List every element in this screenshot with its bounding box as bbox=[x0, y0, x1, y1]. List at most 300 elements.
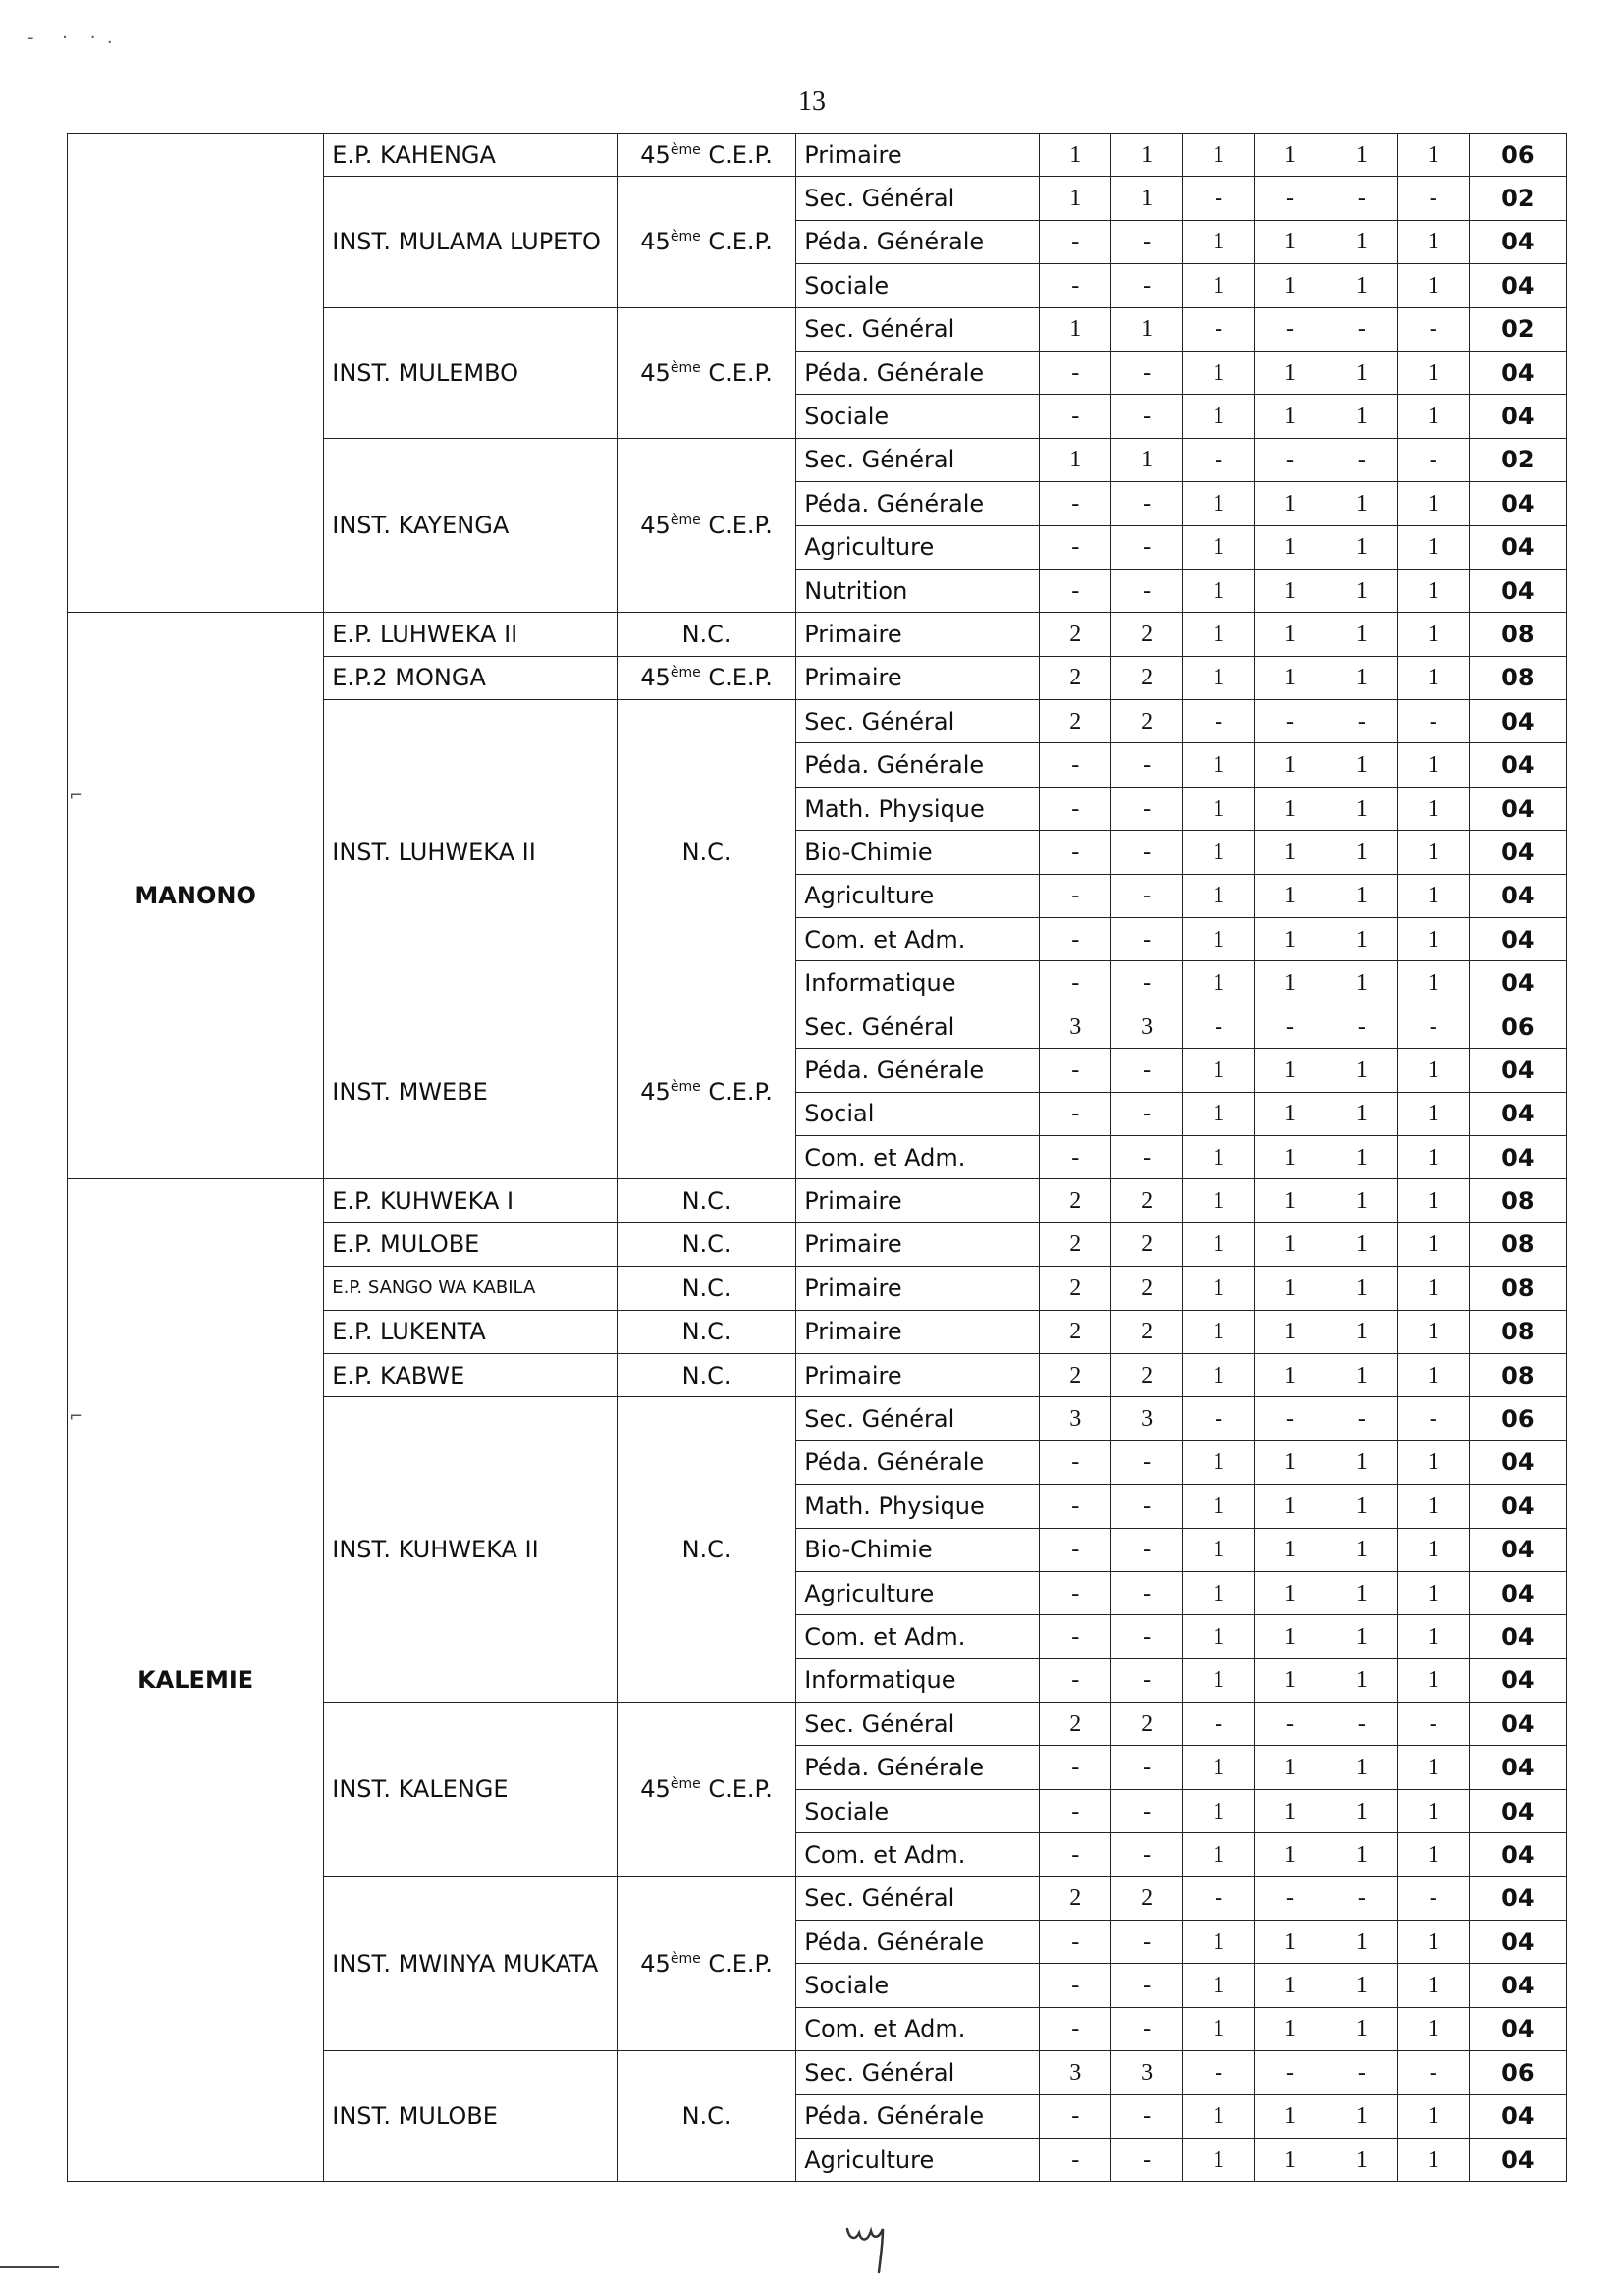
value-cell: - bbox=[1111, 1571, 1183, 1614]
option-cell: Primaire bbox=[796, 1267, 1040, 1310]
school-name: E.P. KABWE bbox=[324, 1353, 618, 1396]
total-cell: 04 bbox=[1469, 1964, 1566, 2007]
total-cell: 04 bbox=[1469, 1528, 1566, 1571]
value-cell: 1 bbox=[1255, 918, 1326, 961]
value-cell: 1 bbox=[1326, 2138, 1397, 2181]
value-cell: 1 bbox=[1397, 351, 1469, 394]
option-cell: Sociale bbox=[796, 264, 1040, 307]
value-cell: 1 bbox=[1397, 1746, 1469, 1789]
value-cell: 1 bbox=[1255, 1485, 1326, 1528]
school-name: INST. MULOBE bbox=[324, 2051, 618, 2182]
total-cell: 04 bbox=[1469, 1485, 1566, 1528]
value-cell: 1 bbox=[1397, 831, 1469, 874]
value-cell: 1 bbox=[1397, 1092, 1469, 1135]
value-cell: 1 bbox=[1111, 438, 1183, 481]
value-cell: 1 bbox=[1326, 351, 1397, 394]
total-cell: 04 bbox=[1469, 1658, 1566, 1702]
value-cell: 2 bbox=[1111, 613, 1183, 656]
value-cell: - bbox=[1255, 307, 1326, 351]
value-cell: - bbox=[1040, 351, 1111, 394]
value-cell: 1 bbox=[1183, 1179, 1255, 1222]
option-cell: Sec. Général bbox=[796, 177, 1040, 220]
value-cell: 1 bbox=[1397, 1615, 1469, 1658]
value-cell: 1 bbox=[1397, 264, 1469, 307]
school-name: INST. MWEBE bbox=[324, 1005, 618, 1179]
total-cell: 04 bbox=[1469, 743, 1566, 787]
value-cell: - bbox=[1111, 1833, 1183, 1876]
value-cell: - bbox=[1111, 743, 1183, 787]
value-cell: - bbox=[1111, 525, 1183, 569]
value-cell: - bbox=[1040, 874, 1111, 917]
value-cell: - bbox=[1326, 438, 1397, 481]
total-cell: 04 bbox=[1469, 874, 1566, 917]
value-cell: 1 bbox=[1397, 1222, 1469, 1266]
value-cell: - bbox=[1040, 482, 1111, 525]
value-cell: 3 bbox=[1111, 1397, 1183, 1440]
value-cell: 2 bbox=[1111, 1876, 1183, 1920]
table-row bbox=[68, 613, 1567, 656]
option-cell: Primaire bbox=[796, 1222, 1040, 1266]
value-cell: 2 bbox=[1111, 1267, 1183, 1310]
value-cell: 1 bbox=[1255, 1789, 1326, 1832]
value-cell: 1 bbox=[1397, 743, 1469, 787]
option-cell: Sec. Général bbox=[796, 307, 1040, 351]
value-cell: - bbox=[1397, 2051, 1469, 2094]
value-cell: 1 bbox=[1326, 395, 1397, 438]
value-cell: 1 bbox=[1326, 482, 1397, 525]
total-cell: 04 bbox=[1469, 2094, 1566, 2138]
value-cell: 1 bbox=[1397, 1353, 1469, 1396]
value-cell: - bbox=[1040, 569, 1111, 612]
value-cell: - bbox=[1111, 1440, 1183, 1484]
value-cell: 1 bbox=[1183, 1571, 1255, 1614]
value-cell: 1 bbox=[1326, 1222, 1397, 1266]
value-cell: 2 bbox=[1040, 613, 1111, 656]
school-regime: N.C. bbox=[617, 1353, 795, 1396]
value-cell: 1 bbox=[1255, 1658, 1326, 1702]
value-cell: 1 bbox=[1326, 1179, 1397, 1222]
value-cell: - bbox=[1040, 395, 1111, 438]
value-cell: 1 bbox=[1397, 1440, 1469, 1484]
value-cell: 3 bbox=[1040, 1397, 1111, 1440]
option-cell: Péda. Générale bbox=[796, 482, 1040, 525]
value-cell: 1 bbox=[1326, 918, 1397, 961]
value-cell: - bbox=[1040, 2094, 1111, 2138]
value-cell: 1 bbox=[1326, 1310, 1397, 1353]
option-cell: Sec. Général bbox=[796, 700, 1040, 743]
value-cell: - bbox=[1255, 177, 1326, 220]
total-cell: 04 bbox=[1469, 1746, 1566, 1789]
option-cell: Informatique bbox=[796, 1658, 1040, 1702]
option-cell: Math. Physique bbox=[796, 1485, 1040, 1528]
total-cell: 04 bbox=[1469, 264, 1566, 307]
value-cell: 1 bbox=[1183, 1222, 1255, 1266]
value-cell: - bbox=[1183, 177, 1255, 220]
value-cell: 1 bbox=[1183, 2007, 1255, 2050]
value-cell: 1 bbox=[1326, 134, 1397, 177]
value-cell: - bbox=[1040, 1658, 1111, 1702]
value-cell: 1 bbox=[1397, 1135, 1469, 1178]
value-cell: 1 bbox=[1397, 134, 1469, 177]
value-cell: - bbox=[1111, 831, 1183, 874]
value-cell: 1 bbox=[1255, 1571, 1326, 1614]
total-cell: 04 bbox=[1469, 1092, 1566, 1135]
value-cell: - bbox=[1255, 700, 1326, 743]
value-cell: 2 bbox=[1111, 1222, 1183, 1266]
school-regime: 45ème C.E.P. bbox=[617, 1703, 795, 1877]
value-cell: - bbox=[1111, 1485, 1183, 1528]
value-cell: 1 bbox=[1397, 569, 1469, 612]
value-cell: 1 bbox=[1326, 613, 1397, 656]
value-cell: 2 bbox=[1111, 1310, 1183, 1353]
value-cell: 1 bbox=[1397, 1658, 1469, 1702]
value-cell: 1 bbox=[1183, 1049, 1255, 1092]
value-cell: 1 bbox=[1183, 1746, 1255, 1789]
value-cell: 1 bbox=[1397, 1179, 1469, 1222]
value-cell: 1 bbox=[1326, 1049, 1397, 1092]
option-cell: Bio-Chimie bbox=[796, 1528, 1040, 1571]
value-cell: 2 bbox=[1040, 1876, 1111, 1920]
value-cell: 1 bbox=[1183, 1964, 1255, 2007]
value-cell: 1 bbox=[1397, 2094, 1469, 2138]
value-cell: 1 bbox=[1326, 1485, 1397, 1528]
value-cell: 1 bbox=[1040, 438, 1111, 481]
value-cell: 1 bbox=[1183, 2138, 1255, 2181]
total-cell: 04 bbox=[1469, 1571, 1566, 1614]
scan-mark: ⌐ bbox=[69, 1406, 84, 1427]
table-row bbox=[68, 1179, 1567, 1222]
value-cell: - bbox=[1111, 918, 1183, 961]
option-cell: Bio-Chimie bbox=[796, 831, 1040, 874]
value-cell: 1 bbox=[1255, 1135, 1326, 1178]
value-cell: 1 bbox=[1255, 482, 1326, 525]
value-cell: 1 bbox=[1326, 1440, 1397, 1484]
value-cell: 1 bbox=[1255, 961, 1326, 1005]
value-cell: 1 bbox=[1397, 395, 1469, 438]
value-cell: 1 bbox=[1255, 1833, 1326, 1876]
territoire-cell: MANONO bbox=[68, 613, 324, 1179]
value-cell: 1 bbox=[1255, 656, 1326, 699]
value-cell: 1 bbox=[1255, 1222, 1326, 1266]
value-cell: 3 bbox=[1111, 2051, 1183, 2094]
value-cell: 1 bbox=[1326, 1964, 1397, 2007]
value-cell: - bbox=[1183, 438, 1255, 481]
value-cell: - bbox=[1183, 1005, 1255, 1048]
total-cell: 04 bbox=[1469, 2007, 1566, 2050]
value-cell: 1 bbox=[1183, 743, 1255, 787]
value-cell: 1 bbox=[1397, 1528, 1469, 1571]
option-cell: Sec. Général bbox=[796, 1876, 1040, 1920]
value-cell: 1 bbox=[1040, 134, 1111, 177]
value-cell: 1 bbox=[1183, 1528, 1255, 1571]
value-cell: 1 bbox=[1255, 220, 1326, 263]
value-cell: - bbox=[1111, 1092, 1183, 1135]
option-cell: Primaire bbox=[796, 1310, 1040, 1353]
value-cell: 1 bbox=[1183, 220, 1255, 263]
option-cell: Primaire bbox=[796, 1353, 1040, 1396]
school-name: INST. MULEMBO bbox=[324, 307, 618, 438]
school-regime: N.C. bbox=[617, 1267, 795, 1310]
value-cell: - bbox=[1397, 1397, 1469, 1440]
value-cell: - bbox=[1397, 307, 1469, 351]
total-cell: 08 bbox=[1469, 1179, 1566, 1222]
value-cell: 2 bbox=[1040, 1222, 1111, 1266]
total-cell: 04 bbox=[1469, 831, 1566, 874]
value-cell: - bbox=[1255, 1005, 1326, 1048]
value-cell: 1 bbox=[1326, 1092, 1397, 1135]
value-cell: 1 bbox=[1183, 1789, 1255, 1832]
school-regime: N.C. bbox=[617, 700, 795, 1005]
value-cell: 1 bbox=[1326, 787, 1397, 830]
value-cell: - bbox=[1111, 787, 1183, 830]
value-cell: 1 bbox=[1255, 2007, 1326, 2050]
school-regime: N.C. bbox=[617, 1222, 795, 1266]
total-cell: 02 bbox=[1469, 438, 1566, 481]
value-cell: 1 bbox=[1183, 264, 1255, 307]
value-cell: - bbox=[1111, 874, 1183, 917]
school-regime: 45ème C.E.P. bbox=[617, 134, 795, 177]
option-cell: Sociale bbox=[796, 395, 1040, 438]
value-cell: 1 bbox=[1183, 134, 1255, 177]
school-regime: 45ème C.E.P. bbox=[617, 1876, 795, 2051]
value-cell: - bbox=[1111, 395, 1183, 438]
value-cell: 1 bbox=[1397, 482, 1469, 525]
value-cell: 1 bbox=[1255, 874, 1326, 917]
value-cell: 1 bbox=[1326, 2007, 1397, 2050]
value-cell: 1 bbox=[1326, 1921, 1397, 1964]
table-row bbox=[68, 134, 1567, 177]
option-cell: Agriculture bbox=[796, 1571, 1040, 1614]
value-cell: - bbox=[1326, 1397, 1397, 1440]
value-cell: - bbox=[1040, 1485, 1111, 1528]
school-regime: 45ème C.E.P. bbox=[617, 656, 795, 699]
school-name: E.P.2 MONGA bbox=[324, 656, 618, 699]
value-cell: - bbox=[1111, 961, 1183, 1005]
value-cell: - bbox=[1111, 1615, 1183, 1658]
value-cell: 1 bbox=[1255, 1049, 1326, 1092]
value-cell: - bbox=[1397, 177, 1469, 220]
value-cell: 1 bbox=[1183, 874, 1255, 917]
value-cell: 2 bbox=[1111, 656, 1183, 699]
value-cell: - bbox=[1326, 307, 1397, 351]
value-cell: 1 bbox=[1183, 831, 1255, 874]
value-cell: - bbox=[1111, 1746, 1183, 1789]
value-cell: 1 bbox=[1326, 1615, 1397, 1658]
total-cell: 06 bbox=[1469, 1005, 1566, 1048]
total-cell: 04 bbox=[1469, 700, 1566, 743]
value-cell: - bbox=[1111, 220, 1183, 263]
value-cell: 2 bbox=[1111, 700, 1183, 743]
value-cell: 1 bbox=[1255, 351, 1326, 394]
value-cell: - bbox=[1111, 1789, 1183, 1832]
value-cell: 1 bbox=[1326, 525, 1397, 569]
value-cell: - bbox=[1111, 1049, 1183, 1092]
school-name: E.P. KAHENGA bbox=[324, 134, 618, 177]
value-cell: 1 bbox=[1040, 307, 1111, 351]
school-name: E.P. LUHWEKA II bbox=[324, 613, 618, 656]
value-cell: 1 bbox=[1183, 1615, 1255, 1658]
value-cell: 1 bbox=[1255, 1964, 1326, 2007]
total-cell: 06 bbox=[1469, 134, 1566, 177]
value-cell: 1 bbox=[1397, 1964, 1469, 2007]
value-cell: 2 bbox=[1040, 1703, 1111, 1746]
value-cell: 1 bbox=[1255, 2138, 1326, 2181]
option-cell: Péda. Générale bbox=[796, 1049, 1040, 1092]
value-cell: - bbox=[1040, 831, 1111, 874]
school-regime: N.C. bbox=[617, 1397, 795, 1703]
value-cell: - bbox=[1183, 1876, 1255, 1920]
value-cell: - bbox=[1326, 1005, 1397, 1048]
value-cell: 1 bbox=[1183, 1921, 1255, 1964]
value-cell: 1 bbox=[1255, 1353, 1326, 1396]
value-cell: - bbox=[1111, 1658, 1183, 1702]
scan-edge-line bbox=[0, 2266, 59, 2268]
value-cell: - bbox=[1040, 2007, 1111, 2050]
value-cell: 1 bbox=[1326, 2094, 1397, 2138]
value-cell: 1 bbox=[1397, 1049, 1469, 1092]
value-cell: - bbox=[1040, 787, 1111, 830]
value-cell: 1 bbox=[1255, 1092, 1326, 1135]
value-cell: 1 bbox=[1111, 177, 1183, 220]
value-cell: 2 bbox=[1040, 700, 1111, 743]
value-cell: 1 bbox=[1183, 482, 1255, 525]
value-cell: 1 bbox=[1326, 1833, 1397, 1876]
option-cell: Péda. Générale bbox=[796, 1440, 1040, 1484]
value-cell: 2 bbox=[1040, 1310, 1111, 1353]
table-body bbox=[68, 134, 1567, 2182]
value-cell: 1 bbox=[1326, 1353, 1397, 1396]
value-cell: 1 bbox=[1326, 1789, 1397, 1832]
value-cell: 1 bbox=[1183, 961, 1255, 1005]
value-cell: - bbox=[1111, 2094, 1183, 2138]
value-cell: 3 bbox=[1040, 2051, 1111, 2094]
value-cell: 1 bbox=[1397, 1921, 1469, 1964]
value-cell: - bbox=[1040, 1135, 1111, 1178]
value-cell: - bbox=[1397, 1005, 1469, 1048]
territoire-cell: KALEMIE bbox=[68, 1179, 324, 2182]
value-cell: - bbox=[1255, 1397, 1326, 1440]
value-cell: - bbox=[1326, 2051, 1397, 2094]
value-cell: - bbox=[1040, 1571, 1111, 1614]
option-cell: Primaire bbox=[796, 134, 1040, 177]
option-cell: Sociale bbox=[796, 1789, 1040, 1832]
school-name: INST. MWINYA MUKATA bbox=[324, 1876, 618, 2051]
total-cell: 04 bbox=[1469, 1921, 1566, 1964]
value-cell: 1 bbox=[1111, 307, 1183, 351]
total-cell: 04 bbox=[1469, 787, 1566, 830]
value-cell: - bbox=[1255, 438, 1326, 481]
option-cell: Primaire bbox=[796, 613, 1040, 656]
value-cell: 1 bbox=[1326, 961, 1397, 1005]
option-cell: Com. et Adm. bbox=[796, 1615, 1040, 1658]
option-cell: Com. et Adm. bbox=[796, 1135, 1040, 1178]
school-name: INST. LUHWEKA II bbox=[324, 700, 618, 1005]
value-cell: 1 bbox=[1255, 613, 1326, 656]
value-cell: - bbox=[1040, 918, 1111, 961]
value-cell: 1 bbox=[1255, 1615, 1326, 1658]
option-cell: Social bbox=[796, 1092, 1040, 1135]
value-cell: 1 bbox=[1326, 831, 1397, 874]
option-cell: Sec. Général bbox=[796, 438, 1040, 481]
value-cell: - bbox=[1183, 2051, 1255, 2094]
value-cell: 1 bbox=[1255, 1310, 1326, 1353]
value-cell: 1 bbox=[1183, 1310, 1255, 1353]
value-cell: 1 bbox=[1255, 525, 1326, 569]
total-cell: 08 bbox=[1469, 1310, 1566, 1353]
value-cell: - bbox=[1040, 1789, 1111, 1832]
value-cell: 1 bbox=[1255, 2094, 1326, 2138]
option-cell: Agriculture bbox=[796, 525, 1040, 569]
value-cell: 1 bbox=[1183, 1267, 1255, 1310]
value-cell: 1 bbox=[1255, 1746, 1326, 1789]
school-name: E.P. SANGO WA KABILA bbox=[324, 1267, 618, 1310]
school-name: INST. KALENGE bbox=[324, 1703, 618, 1877]
value-cell: 1 bbox=[1326, 1135, 1397, 1178]
value-cell: - bbox=[1040, 264, 1111, 307]
option-cell: Péda. Générale bbox=[796, 351, 1040, 394]
value-cell: - bbox=[1040, 1049, 1111, 1092]
value-cell: 1 bbox=[1397, 220, 1469, 263]
value-cell: - bbox=[1111, 2007, 1183, 2050]
value-cell: 1 bbox=[1255, 1440, 1326, 1484]
value-cell: 1 bbox=[1183, 656, 1255, 699]
total-cell: 08 bbox=[1469, 1267, 1566, 1310]
value-cell: - bbox=[1111, 351, 1183, 394]
total-cell: 04 bbox=[1469, 1049, 1566, 1092]
value-cell: 2 bbox=[1111, 1179, 1183, 1222]
school-regime: 45ème C.E.P. bbox=[617, 307, 795, 438]
value-cell: 1 bbox=[1326, 743, 1397, 787]
value-cell: - bbox=[1040, 2138, 1111, 2181]
school-regime: 45ème C.E.P. bbox=[617, 1005, 795, 1179]
school-name: INST. MULAMA LUPETO bbox=[324, 177, 618, 307]
total-cell: 02 bbox=[1469, 307, 1566, 351]
value-cell: 1 bbox=[1326, 569, 1397, 612]
value-cell: - bbox=[1040, 1615, 1111, 1658]
value-cell: - bbox=[1040, 1746, 1111, 1789]
value-cell: 1 bbox=[1397, 1789, 1469, 1832]
value-cell: 1 bbox=[1183, 1353, 1255, 1396]
value-cell: 1 bbox=[1183, 1092, 1255, 1135]
value-cell: 1 bbox=[1183, 787, 1255, 830]
value-cell: 1 bbox=[1183, 1440, 1255, 1484]
total-cell: 04 bbox=[1469, 220, 1566, 263]
value-cell: - bbox=[1040, 220, 1111, 263]
value-cell: - bbox=[1040, 1528, 1111, 1571]
option-cell: Primaire bbox=[796, 1179, 1040, 1222]
value-cell: 1 bbox=[1255, 1528, 1326, 1571]
value-cell: 1 bbox=[1397, 656, 1469, 699]
value-cell: 1 bbox=[1183, 395, 1255, 438]
option-cell: Sec. Général bbox=[796, 1005, 1040, 1048]
school-regime: 45ème C.E.P. bbox=[617, 438, 795, 613]
value-cell: 1 bbox=[1397, 2007, 1469, 2050]
value-cell: 1 bbox=[1397, 1310, 1469, 1353]
school-regime: N.C. bbox=[617, 2051, 795, 2182]
value-cell: - bbox=[1326, 700, 1397, 743]
value-cell: - bbox=[1040, 525, 1111, 569]
value-cell: 1 bbox=[1326, 656, 1397, 699]
school-name: INST. KAYENGA bbox=[324, 438, 618, 613]
value-cell: - bbox=[1111, 1964, 1183, 2007]
total-cell: 06 bbox=[1469, 1397, 1566, 1440]
value-cell: 1 bbox=[1397, 2138, 1469, 2181]
allocation-table bbox=[67, 133, 1567, 2182]
value-cell: 1 bbox=[1397, 1571, 1469, 1614]
signature-mark bbox=[839, 2217, 898, 2276]
value-cell: 1 bbox=[1183, 569, 1255, 612]
value-cell: 1 bbox=[1326, 1746, 1397, 1789]
